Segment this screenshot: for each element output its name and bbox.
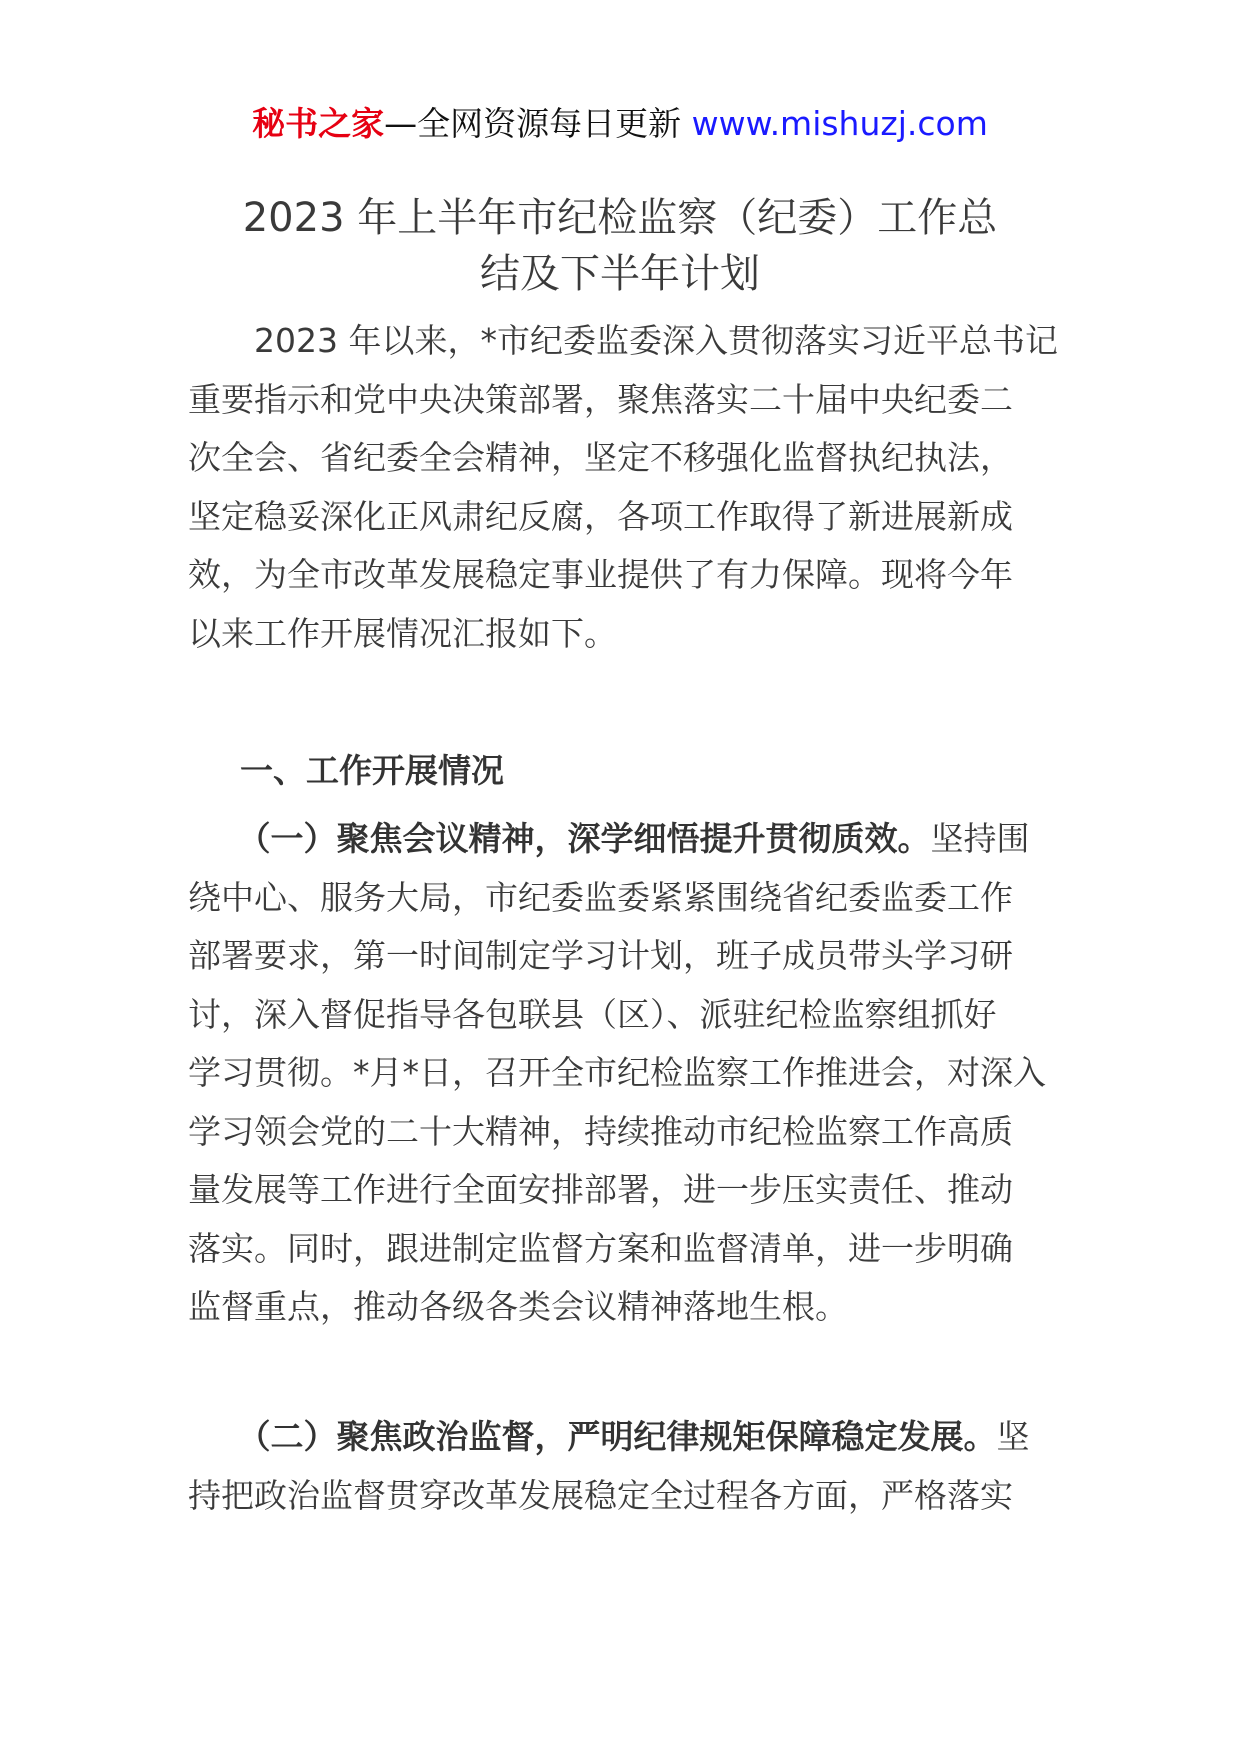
paragraph-2-first-line: [188, 1408, 1058, 1467]
intro-line: 以来工作开展情况汇报如下。: [188, 613, 617, 653]
paragraph-line: 量发展等工作进行全面安排部署，进一步压实责任、推动: [188, 1170, 1013, 1209]
title-line-2: 结及下半年计划: [480, 251, 760, 297]
document-title: [180, 190, 1060, 302]
intro-line: 坚定稳妥深化正风肃纪反腐，各项工作取得了新进展新成: [188, 496, 1013, 536]
intro-line: 次全会、省纪委全会精神，坚定不移强化监督执纪执法，: [188, 438, 1013, 477]
header-slogan: —全网资源每日更新: [384, 104, 692, 143]
paragraph-line: 绕中心、服务大局，市纪委监委紧紧围绕省纪委监委工作: [188, 877, 1013, 917]
paragraph-line: 监督重点，推动各级各类会议精神落地生根。: [188, 1287, 848, 1326]
brand-name: 秘书之家: [252, 104, 385, 143]
paragraph-line: 讨，深入督促指导各包联县（区）、派驻纪检监察组抓好: [188, 994, 997, 1034]
intro-line: 2023 年以来，*市纪委监委深入贯彻落实习近平总书记: [188, 321, 1058, 360]
paragraph-2-first-rest: 坚: [996, 1417, 1030, 1456]
paragraph-line: 学习贯彻。*月*日，召开全市纪检监察工作推进会，对深入: [188, 1053, 1046, 1092]
paragraph-line: 部署要求，第一时间制定学习计划，班子成员带头学习研: [188, 936, 1013, 975]
paragraph-line: 学习领会党的二十大精神，持续推动市纪检监察工作高质: [188, 1111, 1013, 1151]
paragraph-line: 持把政治监督贯穿改革发展稳定全过程各方面，严格落实: [188, 1475, 1013, 1515]
intro-line: 重要指示和党中央决策部署，聚焦落实二十届中央纪委二: [188, 379, 1013, 419]
paragraph-1-first-rest: 坚持围: [930, 819, 1030, 858]
paragraph-1-first-line: [188, 810, 1058, 869]
intro-paragraph: [188, 312, 1058, 663]
paragraph-2-lead: （二）聚焦政治监督，严明纪律规矩保障稳定发展。: [254, 1417, 997, 1456]
paragraph-2: [188, 1408, 1058, 1525]
title-line-1: 2023 年上半年市纪检监察（纪委）工作总: [242, 195, 998, 241]
site-url[interactable]: www.mishuzj.com: [691, 104, 988, 143]
intro-line: 效，为全市改革发展稳定事业提供了有力保障。现将今年: [188, 555, 1013, 594]
paragraph-line: 落实。同时，跟进制定监督方案和监督清单，进一步明确: [188, 1228, 1013, 1268]
section-heading: 一、工作开展情况: [240, 751, 504, 790]
site-header: [0, 100, 1240, 148]
paragraph-1: [188, 810, 1058, 1337]
paragraph-1-lead: （一）聚焦会议精神，深学细悟提升贯彻质效。: [254, 819, 931, 858]
